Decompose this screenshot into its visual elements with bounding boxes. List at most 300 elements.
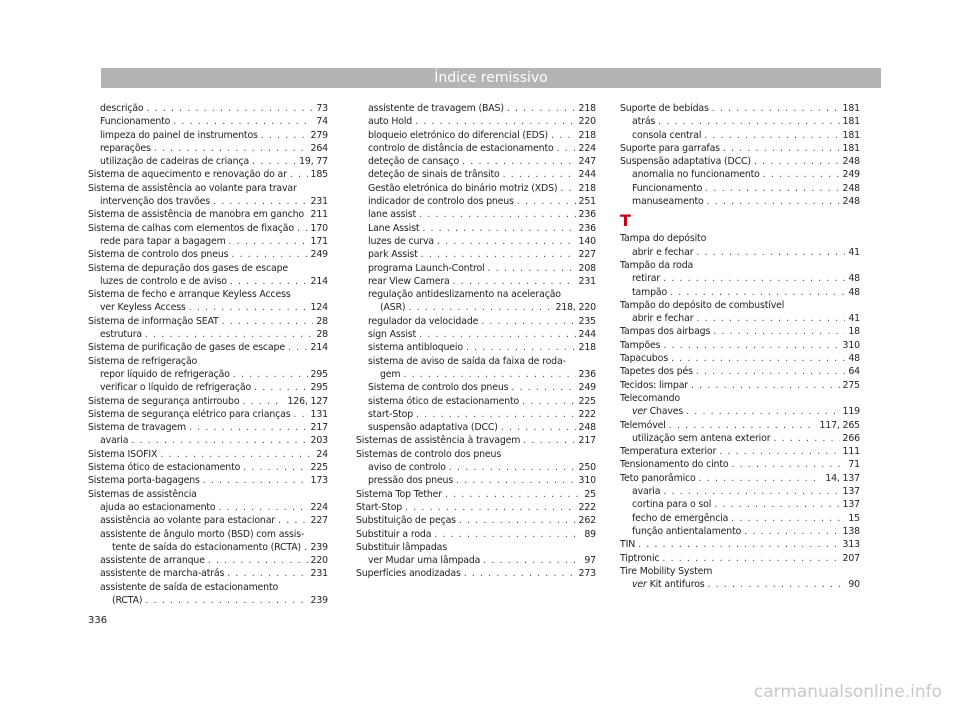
dot-leader [227,567,307,580]
index-entry-heading: Sistema de refrigeração [88,355,198,367]
index-entry-text: suspensão adaptativa (DCC) [368,422,498,434]
index-entry-term [112,594,142,607]
index-page-ref: 208 [578,262,596,274]
index-entry-term [632,129,701,142]
index-entry-term [100,155,249,168]
index-entry-term [368,155,459,168]
dot-leader [663,339,839,352]
index-entry-term [100,301,186,314]
dot-leader [763,168,840,181]
index-page-ref: 248 [842,182,860,194]
index-entry-term [356,528,431,541]
dot-leader [503,168,576,181]
dot-leader [131,434,307,447]
dot-leader [517,195,576,208]
index-entry [620,498,860,511]
index-entry-heading: Tampão do depósito de combustível [620,299,785,311]
index-page-ref: 41 [848,313,860,325]
index-entry-text: luzes de curva [368,235,434,247]
index-entry-text: gem [380,368,401,380]
dot-leader [145,594,307,607]
index-entry-text: Funcionamento [632,182,703,194]
index-entry [356,315,596,328]
dot-leader [696,246,845,259]
index-entry [88,235,328,248]
index-entry-term [368,421,498,434]
dot-leader [434,528,581,541]
dot-leader [173,115,313,128]
dot-leader [189,301,308,314]
index-entry [356,168,596,181]
dot-leader [307,208,308,221]
index-page-ref: 247 [578,156,596,168]
index-entry-text: Lane Assist [368,222,420,234]
index-page-ref: 222 [578,408,596,420]
index-entry [620,352,860,365]
index-entry-text: Sistemas de assistência à travagem [356,435,521,447]
index-page-ref: 275 [842,379,860,391]
index-entry [88,275,328,288]
index-entry-term [100,235,226,248]
index-entry-text: estrutura [100,329,142,341]
index-page-ref: 248 [842,156,860,168]
dot-leader [437,235,576,248]
index-entry [620,182,860,195]
index-page-ref: 111 [842,446,860,458]
index-entry-term [368,235,434,248]
index-entry-term [632,405,683,418]
index-entry [356,501,596,514]
dot-leader [560,182,575,195]
dot-leader [663,485,839,498]
index-page-ref: 48 [848,273,860,285]
dot-leader [449,461,576,474]
index-entry-text: lane assist [368,209,417,221]
index-page-ref: 262 [578,515,596,527]
index-entry-text: Gestão eletrónica do binário motriz (XDS) [368,182,558,194]
index-entry-text: Sistema de calhas com elementos de fixação [88,222,294,234]
index-entry-term [356,434,520,447]
index-page-ref: 249 [842,169,860,181]
index-entry [620,379,860,392]
index-entry-term [620,352,668,365]
index-entry-heading: assistente de saída de estacionamento [100,581,279,593]
dot-leader [459,514,576,527]
index-entry-text: Tampas dos airbags [620,326,711,338]
index-entry [88,142,328,155]
index-entry-text: assistente de travagem (BAS) [368,103,504,114]
index-entry-text: Start-Stop [356,501,403,513]
dot-leader [511,381,575,394]
index-entry [620,365,860,378]
index-entry-term [88,448,157,461]
index-column-3 [620,102,860,591]
index-entry-text: controlo de distância de estacionamento [368,142,554,154]
index-entry [620,168,860,181]
index-entry-term [620,552,659,565]
index-page-ref: 266 [842,432,860,444]
index-entry-term [632,182,702,195]
dot-leader [713,325,845,338]
index-page-ref: 251 [578,196,596,208]
dot-leader [707,195,840,208]
index-page-ref: 218, 220 [555,302,596,314]
index-page-ref: 249 [578,382,596,394]
index-entry [356,182,596,195]
dot-leader [231,248,307,261]
index-entry-term [632,578,705,591]
watermark: carmanualsonline.info [753,682,942,702]
index-page-ref: 217 [578,435,596,447]
index-entry-term [100,434,128,447]
index-entry-text: Sistema de controlo dos pneus [368,382,509,394]
index-entry [88,421,328,434]
index-page-ref: 14, 137 [825,472,860,484]
index-page-ref: 124 [310,302,328,314]
index-entry [620,142,860,155]
index-entry-term [88,421,186,434]
index-entry-heading: Telecomando [620,392,681,404]
index-entry [88,474,328,487]
index-entry [88,368,328,381]
index-entry-text: rear View Camera [368,275,450,287]
dot-leader [638,538,839,551]
index-entry-text: Temperatura exterior [620,446,717,458]
dot-leader [219,501,308,514]
index-entry-term [100,129,258,142]
index-entry-text: assistente de arranque [100,555,205,567]
index-entry-term [632,312,693,325]
index-entry-term [112,541,301,554]
index-page-ref: 214 [310,342,328,354]
index-entry-term [620,419,666,432]
index-entry [88,434,328,447]
index-entry-term [100,368,230,381]
index-entry [620,552,860,565]
index-entry [356,567,596,580]
index-entry [620,325,860,338]
index-entry-term [368,262,485,275]
index-page-ref: 207 [842,552,860,564]
dot-leader [662,552,839,565]
index-page-ref: 131 [310,408,328,420]
index-entry [620,102,860,115]
dot-leader [288,341,308,354]
index-entry-text: reparações [100,142,151,154]
index-entry-term [380,368,400,381]
index-entry [88,301,328,314]
index-entry [356,262,596,275]
dot-leader [261,129,308,142]
index-page-ref: 244 [578,169,596,181]
dot-leader [421,248,576,261]
index-page-ref: 48 [848,286,860,298]
index-entry-term [100,567,224,580]
dot-leader [723,142,840,155]
index-entry-text: fecho de emergência [632,512,729,524]
index-entry-term [368,142,554,155]
dot-leader [419,328,575,341]
index-entry [620,155,860,168]
index-page-ref: 236 [578,222,596,234]
index-entry-text: Kit antifuros [649,579,705,591]
dot-leader [230,275,308,288]
index-entry-term [368,208,416,221]
index-entry [356,528,596,541]
index-entry-text: Superfícies anodizadas [356,568,461,580]
index-page-ref: 71 [848,459,860,471]
index-entry [88,208,328,221]
index-entry [620,445,860,458]
index-entry [88,195,328,208]
index-page-ref: 244 [578,329,596,341]
index-entry-text: tampão [632,286,668,298]
index-entry-term [620,472,696,485]
dot-leader [507,102,576,115]
index-entry-term [368,474,453,487]
dot-leader [403,368,575,381]
index-entry-heading: Tire Mobility System [620,565,713,577]
index-entry [88,554,328,567]
dot-leader [523,434,575,447]
index-entry-text: assistente de marcha-atrás [100,568,225,580]
index-entry-heading: assistente de ângulo morto (BSD) com assis- [100,528,305,540]
index-entry [88,514,328,527]
index-entry [88,102,328,115]
index-entry-term [620,538,635,551]
index-entry-text: abrir e fechar [632,246,694,258]
index-entry-text: TIN [620,539,636,551]
dot-leader [670,286,845,299]
index-entry-text: Substituir a roda [356,528,432,540]
index-entry-text: park Assist [368,249,418,261]
index-entry-text: descrição [100,103,144,114]
index-entry-term [356,567,461,580]
index-entry-text: repor líquido de refrigeração [100,368,230,380]
index-letter-heading: T [620,211,631,231]
index-entry-heading: Sistemas de assistência [88,488,197,500]
index-entry [356,115,596,128]
index-entry-term [620,379,688,392]
index-page-ref: 218 [578,129,596,141]
index-page-ref: 273 [578,568,596,580]
index-entry-term [368,102,504,115]
index-page-ref: 117, 265 [819,419,860,431]
index-entry-term [368,328,416,341]
index-entry-term [88,315,219,328]
index-entry-term [632,525,741,538]
index-entry-term [88,474,200,487]
index-page-ref: 181 [842,103,860,114]
index-entry-text: função antientalamento [632,525,742,537]
index-entry-text: Sistema porta-bagagens [88,475,200,487]
index-entry-text: rede para tapar a bagagem [100,235,226,247]
index-page-ref: 19, 77 [299,156,328,168]
index-page-ref: 171 [310,235,328,247]
index-page-ref: 218 [578,103,596,114]
index-entry-term [88,461,240,474]
index-entry [88,408,328,421]
index-entry-text: abrir e fechar [632,313,694,325]
index-entry [356,328,596,341]
index-entry-term [632,485,660,498]
index-entry [88,461,328,474]
index-entry-text: luzes de controlo e de aviso [100,275,227,287]
index-entry-text: regulador da velocidade [368,315,479,327]
dot-leader [222,315,314,328]
index-entry-term [380,301,405,314]
index-page-ref: 239 [310,594,328,606]
dot-leader [691,379,840,392]
dot-leader [213,195,308,208]
index-entry-text: Suporte de bebidas [620,103,709,114]
dot-leader [483,554,581,567]
index-page-ref: 218 [578,342,596,354]
index-entry-term [100,514,275,527]
index-entry [356,142,596,155]
dot-leader [551,129,576,142]
index-entry-text: manuseamento [632,196,704,208]
index-entry-text: Tapetes dos pés [620,366,693,378]
index-entry-text: limpeza do painel de instrumentos [100,129,258,141]
index-entry-heading: Sistema de fecho e arranque Keyless Access [88,289,291,301]
index-entry [356,434,596,447]
dot-leader [522,395,575,408]
index-entry-heading: regulação antideslizamento na aceleração [368,289,561,301]
index-entry-text: aviso de controlo [368,462,446,474]
index-entry [88,501,328,514]
index-page-ref: 97 [584,555,596,567]
index-entry-text: retirar [632,273,661,285]
index-entry-text: pressão dos pneus [368,475,454,487]
index-entry-term [100,501,216,514]
index-page-ref: 231 [578,275,596,287]
index-page-ref: 225 [310,462,328,474]
dot-leader [731,512,845,525]
index-entry-text: Telemóvel [620,419,666,431]
index-page-ref: 222 [578,501,596,513]
index-entry [620,272,860,285]
dot-leader [686,405,839,418]
dot-leader [744,525,839,538]
index-page-ref: 310 [842,339,860,351]
index-entry [88,155,328,168]
index-entry-term [368,381,508,394]
index-entry-term [368,408,413,421]
index-entry-text: Sistema de assistência de manobra em gancho [88,209,304,221]
index-entry [620,419,860,432]
index-entry-term [100,275,227,288]
dot-leader [304,541,308,554]
index-entry [620,312,860,325]
index-entry-text: Tapacubos [620,353,668,365]
index-entry-heading: Sistema de depuração dos gases de escape [88,262,288,274]
index-entry-text: Tampões [620,339,661,351]
dot-leader [714,498,839,511]
index-entry [620,195,860,208]
index-entry-text: Teto panorâmico [620,472,696,484]
index-entry [620,472,860,485]
dot-leader [712,102,840,115]
index-entry-term [368,248,418,261]
index-entry-term [632,195,704,208]
dot-leader [773,432,839,445]
index-page-ref: 119 [842,406,860,418]
index-page-ref: 227 [578,249,596,261]
dot-leader [297,222,308,235]
index-page-ref: 48 [848,353,860,365]
index-entry-term [632,246,693,259]
index-entry-text: start-Stop [368,408,414,420]
index-entry [88,341,328,354]
index-entry [356,195,596,208]
dot-leader [147,102,314,115]
index-entry [356,235,596,248]
index-page-ref: 295 [310,382,328,394]
index-entry [88,567,328,580]
index-entry-term [368,195,514,208]
index-entry [620,485,860,498]
index-entry-text: Sistema ótico de estacionamento [88,462,241,474]
dot-leader [405,501,575,514]
index-entry [356,514,596,527]
index-entry [356,248,596,261]
index-page-ref: 220 [578,116,596,128]
index-entry-text: deteção de cansaço [368,156,460,168]
index-entry-term [368,395,519,408]
index-entry-term [356,488,442,501]
index-entry-text: consola central [632,129,702,141]
index-page-ref: 140 [578,235,596,247]
index-entry-text: Sistema de informação SEAT [88,315,219,327]
index-entry-text: utilização de cadeiras de criança [100,156,250,168]
index-page-ref: 248 [842,196,860,208]
dot-leader [669,419,817,432]
dot-leader [154,142,308,155]
index-entry-term [368,275,450,288]
index-entry-text: deteção de sinais de trânsito [368,169,500,181]
index-entry-heading: Sistemas de controlo dos pneus [356,448,502,460]
index-entry-text: Tecidos: limpar [620,379,689,391]
index-entry-term [620,102,709,115]
dot-leader [290,168,308,181]
index-entry [356,474,596,487]
index-entry-text: assistência ao volante para estacionar [100,515,276,527]
index-entry-term [632,432,770,445]
index-entry [356,381,596,394]
index-entry-term [620,339,660,352]
dot-leader [242,395,284,408]
index-entry-text: Sistema Top Tether [356,488,442,500]
dot-leader [705,182,839,195]
index-page-ref: 313 [842,539,860,551]
index-entry-term [632,512,728,525]
index-page-ref: 211 [310,209,328,221]
index-page-ref: 41 [848,246,860,258]
index-entry-heading: Tampa do depósito [620,233,707,245]
index-page-ref: 90 [848,579,860,591]
index-entry-term [88,395,239,408]
dot-leader [501,421,576,434]
index-entry [356,129,596,142]
index-entry [88,448,328,461]
dot-leader [243,461,307,474]
dot-leader [229,235,308,248]
index-entry [356,368,596,381]
index-entry-term [100,142,151,155]
index-entry-term [100,115,170,128]
index-page-ref: 310 [578,475,596,487]
